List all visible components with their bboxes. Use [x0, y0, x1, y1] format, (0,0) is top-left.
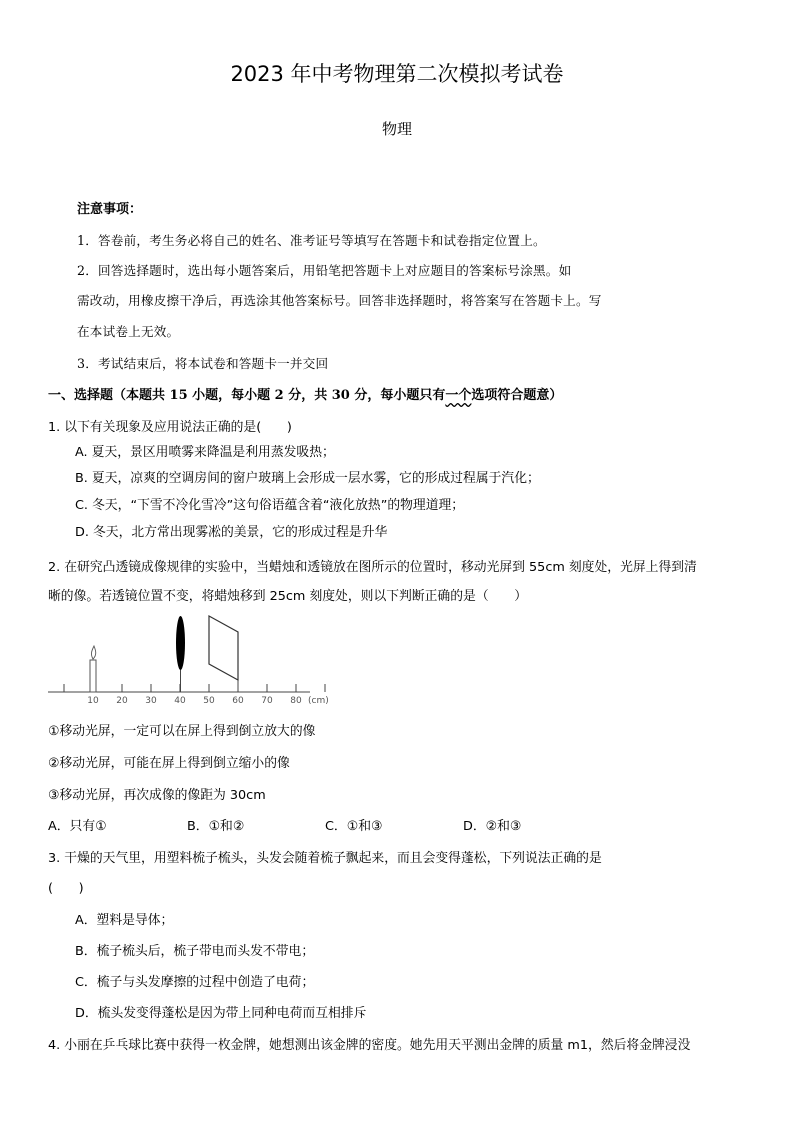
question-1-option-d: D. 冬天，北方常出现雾凇的美景，它的形成过程是升华 — [75, 525, 388, 540]
question-3-stem-line-1: 3. 干燥的天气里，用塑料梳子梳头，头发会随着梳子飘起来，而且会变得蓬松，下列说法正确的是 — [48, 851, 602, 866]
question-2-statement-1: ①移动光屏，一定可以在屏上得到倒立放大的像 — [48, 724, 316, 739]
light-screen-icon — [209, 616, 238, 680]
ruler-tick-label: 80 — [290, 696, 302, 706]
notice-item: 在本试卷上无效。 — [77, 324, 180, 339]
question-2-choice-c: C．①和③ — [325, 819, 383, 834]
question-3-option-d: D．梳头发变得蓬松是因为带上同种电荷而互相排斥 — [75, 1006, 367, 1021]
question-3-option-c: C．梳子与头发摩擦的过程中创造了电荷； — [75, 975, 315, 990]
optical-bench-diagram — [42, 612, 342, 712]
question-2-statement-2: ②移动光屏，可能在屏上得到倒立缩小的像 — [48, 756, 290, 771]
question-2-statement-3: ③移动光屏，再次成像的像距为 30cm — [48, 788, 266, 803]
ruler-tick-label: 30 — [145, 696, 157, 706]
ruler-unit-label: (cm) — [308, 696, 329, 706]
notice-item: 1．答卷前，考生务必将自己的姓名、准考证号等填写在答题卡和试卷指定位置上。 — [77, 233, 546, 248]
question-1-stem: 1. 以下有关现象及应用说法正确的是( ) — [48, 420, 292, 435]
section-heading — [48, 384, 562, 403]
question-2-choice-d: D．②和③ — [463, 819, 522, 834]
page-title: 2023 年中考物理第二次模拟考试卷 — [230, 62, 564, 86]
question-1-option-c: C. 冬天，“下雪不冷化雪冷”这句俗语蕴含着“液化放热”的物理道理； — [75, 498, 465, 513]
section-heading-part: 一、选择题（本题共 15 小题，每小题 2 分，共 30 分，每小题只有 — [48, 388, 446, 403]
ruler-tick-labels — [87, 696, 302, 706]
notice-item: 3．考试结束后，将本试卷和答题卡一并交回 — [77, 356, 329, 371]
subject-label: 物理 — [381, 120, 412, 138]
section-heading-emphasis: 一个 — [445, 388, 472, 403]
ruler-tick-label: 10 — [87, 696, 99, 706]
question-3-option-a: A．塑料是导体； — [75, 913, 174, 928]
question-4-stem-line-1: 4. 小丽在乒乓球比赛中获得一枚金牌，她想测出该金牌的密度。她先用天平测出金牌的质量 m1，然后将金牌浸没 — [48, 1038, 691, 1053]
ruler-tick-label: 40 — [174, 696, 186, 706]
convex-lens-icon — [176, 616, 185, 670]
question-1-option-b: B. 夏天，凉爽的空调房间的窗户玻璃上会形成一层水雾，它的形成过程属于汽化； — [75, 471, 540, 486]
question-1-option-a: A. 夏天，景区用喷雾来降温是利用蒸发吸热； — [75, 445, 335, 460]
notice-item: 2．回答选择题时，选出每小题答案后，用铅笔把答题卡上对应题目的答案标号涂黑。如 — [77, 263, 572, 278]
question-3-option-b: B．梳子梳头后，梳子带电而头发不带电； — [75, 944, 315, 959]
ruler-tick-label: 50 — [203, 696, 215, 706]
question-2-choice-a: A．只有① — [48, 819, 107, 834]
section-heading-part: 选项符合题意） — [471, 388, 563, 403]
ruler-tick-label: 60 — [232, 696, 244, 706]
notice-item: 需改动，用橡皮擦干净后，再选涂其他答案标号。回答非选择题时，将答案写在答题卡上。写 — [77, 293, 602, 308]
optical-bench-figure — [42, 612, 342, 712]
question-2-stem-line-2: 晰的像。若透镜位置不变，将蜡烛移到 25cm 刻度处，则以下判断正确的是（ ） — [48, 589, 528, 604]
ruler-tick-label: 20 — [116, 696, 128, 706]
candle-icon — [90, 646, 96, 692]
ruler-ticks — [64, 684, 325, 692]
question-2-choice-b: B．①和② — [187, 819, 245, 834]
notice-heading: 注意事项： — [77, 202, 143, 217]
question-3-stem-line-2: ( ) — [48, 881, 84, 896]
ruler-tick-label: 70 — [261, 696, 273, 706]
question-2-stem-line-1: 2. 在研究凸透镜成像规律的实验中，当蜡烛和透镜放在图所示的位置时，移动光屏到 55cm 刻度处，光屏上得到清 — [48, 560, 697, 575]
